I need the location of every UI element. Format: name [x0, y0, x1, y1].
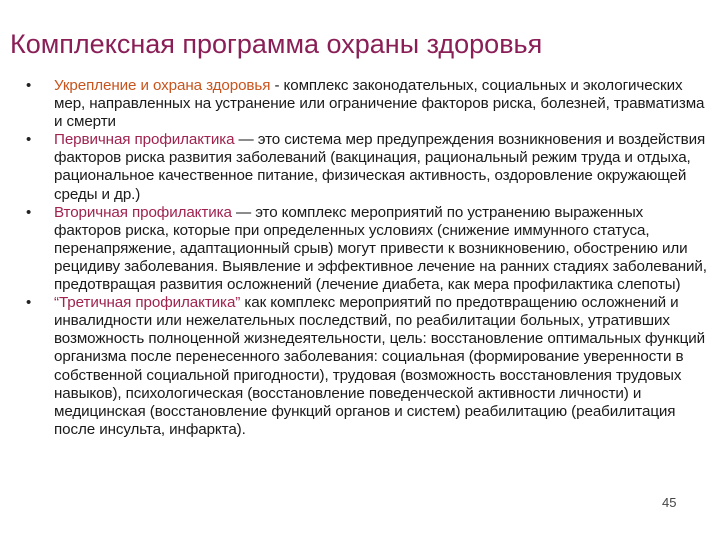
bullet-marker-icon: •	[26, 131, 32, 149]
bullet-term: Укрепление и охрана здоровья	[54, 77, 271, 94]
slide-title: Комплексная программа охраны здоровья	[10, 29, 543, 59]
bullet-text: — это система мер предупреждения возникновения и воздействия факторов риска развития заболеваний (вакцинация, рациональный режим труда и отдыха, рациональное качественное питание, физическая активность, оздоровление окружающей среды и др.)	[54, 131, 706, 203]
bullet-item	[0, 204, 720, 294]
bullet-item	[0, 77, 720, 131]
bullet-term: Вторичная профилактика	[54, 203, 232, 221]
bullet-marker-icon: •	[26, 294, 32, 312]
bullet-item	[0, 294, 720, 439]
page-number: 45	[662, 495, 677, 510]
bullet-term: Первичная профилактика	[54, 131, 235, 149]
bullet-text: как комплекс мероприятий по предотвращению осложнений и инвалидности или нежелательных последствий, по реабилитации больных, утративших возможность полноценной жизнедеятельности, цель: восстановление оптимальных функций организма после перенесенного заболевания: социальная (формирование уверенности в собственной социальной пригодности), трудовая (возможность восстановления трудовых навыков), психологическая (восстановление поведенческой активности личности) и медицинская (восстановление функций органов и систем) реабилитацию (реабилитация после инсульта, инфаркта).	[54, 294, 705, 438]
bullet-text: — это комплекс мероприятий по устранению выраженных факторов риска, которые при определенных условиях (снижение иммунного статуса, перенапряжение, адаптационный срыв) могут привести к возникновению, обострению или рецидиву заболевания. Выявление и эффективное лечение на ранних стадиях заболеваний, предотвращая развития осложнений (лечение диабета, как мера профилактика слепоты)	[54, 203, 707, 294]
bullet-marker-icon: •	[26, 77, 32, 94]
bullet-marker-icon: •	[26, 203, 32, 221]
bullet-item	[0, 131, 720, 203]
bullet-text: - комплекс законодательных, социальных и экологических мер, направленных на устранение или ограничение факторов риска, болезней, травматизма и смерти	[54, 77, 705, 131]
bullet-list	[0, 77, 720, 439]
bullet-term: “Третичная профилактика”	[54, 294, 241, 312]
